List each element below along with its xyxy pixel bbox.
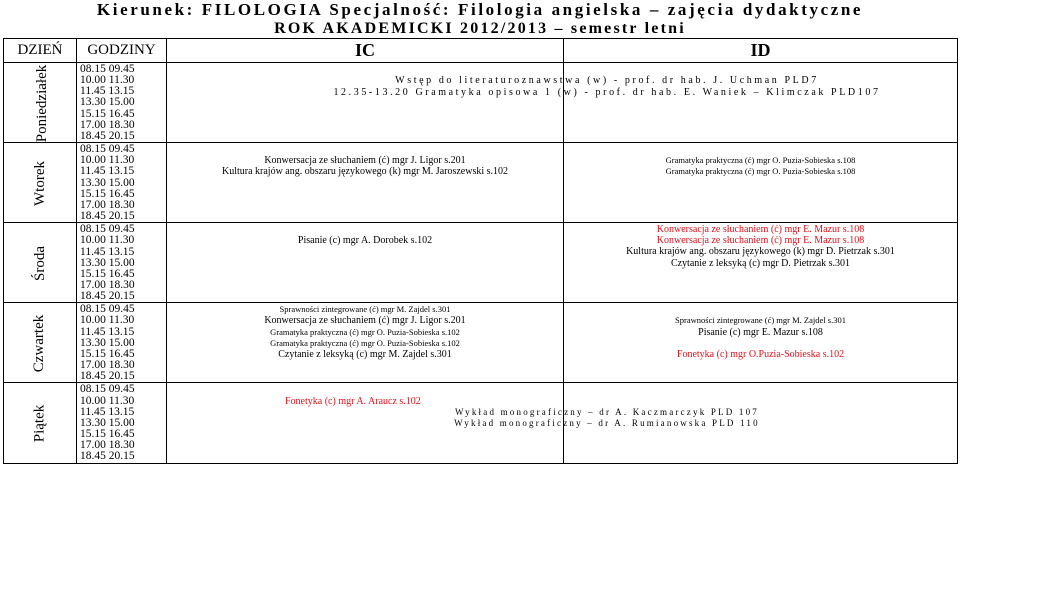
hour-label: 11.45 13.15 — [80, 245, 135, 258]
slot-line — [564, 291, 957, 302]
hour-label: 15.15 16.45 — [80, 187, 135, 200]
class-entry: Gramatyka praktyczna (ć) mgr O. Puzia-Sobieska s.102 — [270, 326, 460, 337]
slot-line — [167, 189, 563, 200]
id-slots — [564, 303, 958, 383]
hour-label: 08.15 09.45 — [80, 223, 135, 236]
wide-entry: Wykład monograficzny – dr A. Rumianowska PLD 110 — [454, 418, 760, 429]
hour-label: 11.45 13.15 — [80, 325, 135, 338]
class-entry: Konwersacja ze słuchaniem (ć) mgr E. Mazur s.108 — [656, 235, 865, 247]
hour-label: 08.15 09.45 — [80, 63, 135, 75]
slot-line — [167, 360, 563, 371]
hour-label: 13.30 15.00 — [80, 96, 135, 109]
col-id: ID — [564, 39, 958, 63]
id-slots — [564, 143, 958, 223]
hour-label: 13.30 15.00 — [80, 176, 135, 189]
class-entry: Gramatyka praktyczna (ć) mgr O. Puzia-Sobieska s.108 — [665, 166, 856, 177]
hour-label: 08.15 09.45 — [80, 143, 135, 156]
ic-slots — [167, 143, 564, 223]
ic-slots — [167, 383, 760, 463]
hours-list — [77, 143, 167, 223]
slot-line — [564, 144, 957, 155]
slot-line — [564, 338, 957, 349]
class-entry: Konwersacja ze słuchaniem (ć) mgr J. Ligor s.201 — [264, 315, 466, 327]
id-slots — [564, 223, 958, 303]
hour-label: 11.45 13.15 — [80, 405, 135, 418]
day-row-wednesday — [4, 223, 958, 303]
slot-line — [167, 371, 563, 382]
slot-line — [167, 280, 563, 291]
hour-label: 17.00 18.30 — [80, 198, 135, 211]
day-label — [4, 223, 77, 303]
hour-label: 10.00 11.30 — [80, 234, 135, 247]
ic-slots — [167, 223, 564, 303]
wide-entry: 12.35-13.20 Gramatyka opisowa 1 (w) - prof. dr hab. E. Waniek – Klimczak PLD107 — [333, 87, 881, 98]
hour-label: 17.00 18.30 — [80, 278, 135, 291]
day-label — [4, 383, 77, 463]
slot-line — [564, 304, 957, 315]
class-entry: Czytanie z leksyką (c) mgr M. Zajdel s.301 — [278, 348, 452, 360]
col-ic: IC — [167, 39, 564, 63]
col-day: DZIEŃ — [4, 39, 77, 63]
slot-line — [564, 189, 957, 200]
ic-slots — [167, 303, 564, 383]
slot-line — [564, 200, 957, 211]
wide-entry: Wstęp do literaturoznawstwa (w) - prof. dr hab. J. Uchman PLD7 — [395, 75, 819, 86]
hour-label: 10.00 11.30 — [80, 314, 135, 327]
hour-label: 13.30 15.00 — [80, 416, 135, 429]
day-row-friday — [4, 383, 958, 463]
class-entry: Gramatyka praktyczna (ć) mgr O. Puzia-Sobieska s.102 — [270, 337, 460, 348]
header-subtitle: ROK AKADEMICKI 2012/2013 – semestr letni — [274, 20, 686, 37]
slot-line — [167, 291, 563, 302]
header-row — [4, 39, 958, 63]
class-entry: Sprawności zintegrowane (ć) mgr M. Zajdel s.301 — [675, 315, 846, 326]
ic-slots — [167, 63, 881, 143]
day-label — [4, 303, 77, 383]
day-label — [4, 143, 77, 223]
hour-label: 18.45 20.15 — [80, 290, 135, 303]
hour-label: 15.15 16.45 — [80, 267, 135, 280]
hour-label: 08.15 09.45 — [80, 303, 135, 316]
slot-line — [167, 258, 563, 269]
slot-line — [564, 280, 957, 291]
class-entry: Kultura krajów ang. obszaru językowego (k) mgr D. Pietrzak s.301 — [626, 246, 895, 258]
hours-list — [77, 303, 167, 383]
slot-line — [564, 360, 957, 371]
day-row-tuesday — [4, 143, 958, 223]
day-label — [4, 63, 77, 143]
hour-label: 17.00 18.30 — [80, 439, 135, 452]
hour-label: 10.00 11.30 — [80, 74, 135, 87]
hour-label: 15.15 16.45 — [80, 428, 135, 440]
class-entry: Pisanie (c) mgr A. Dorobek s.102 — [297, 235, 433, 247]
slot-line — [564, 178, 957, 189]
class-entry: Fonetyka (c) mgr A. Araucz s.102 — [285, 395, 421, 407]
class-entry: Sprawności zintegrowane (ć) mgr M. Zajdel s.301 — [279, 304, 451, 315]
schedule-table — [3, 38, 958, 464]
class-entry: Kultura krajów ang. obszaru językowego (k) mgr M. Jaroszewski s.102 — [221, 166, 509, 178]
hour-label: 17.00 18.30 — [80, 118, 135, 131]
slot-line — [564, 269, 957, 280]
class-entry: Czytanie z leksyką (c) mgr D. Pietrzak s.301 — [670, 257, 851, 269]
hour-label: 18.45 20.15 — [80, 450, 135, 463]
hour-label: 13.30 15.00 — [80, 336, 135, 349]
class-entry: Pisanie (c) mgr E. Mazur s.108 — [698, 326, 823, 338]
day-name: Czwartek — [31, 314, 48, 373]
slot-line — [564, 211, 957, 222]
col-hours: GODZINY — [77, 39, 167, 63]
class-entry: Gramatyka praktyczna (ć) mgr O. Puzia-Sobieska s.108 — [665, 155, 856, 166]
hours-list — [77, 223, 167, 303]
hour-label: 18.45 20.15 — [80, 210, 135, 223]
hour-label: 11.45 13.15 — [80, 85, 135, 98]
hour-label: 10.00 11.30 — [80, 154, 135, 167]
class-entry: Fonetyka (c) mgr O.Puzia-Sobieska s.102 — [676, 348, 845, 360]
class-entry: Konwersacja ze słuchaniem (ć) mgr E. Mazur s.108 — [656, 224, 865, 236]
hour-label: 08.15 09.45 — [80, 383, 135, 396]
slot-line — [167, 246, 563, 257]
hour-label: 10.00 11.30 — [80, 394, 135, 407]
wide-entry: Wykład monograficzny – dr A. Kaczmarczyk PLD 107 — [455, 407, 759, 418]
hour-label: 15.15 16.45 — [80, 347, 135, 360]
slot-line — [167, 211, 563, 222]
hours-list — [77, 383, 167, 463]
day-name: Środa — [31, 245, 48, 281]
slot-line — [167, 200, 563, 211]
hours-list — [77, 63, 167, 143]
slot-line — [167, 224, 563, 235]
hour-label: 17.00 18.30 — [80, 359, 135, 372]
hour-label: 18.45 20.15 — [80, 129, 135, 142]
class-entry: Konwersacja ze słuchaniem (ć) mgr J. Ligor s.201 — [264, 155, 466, 167]
day-row-monday — [4, 63, 958, 143]
day-row-thursday — [4, 303, 958, 383]
day-name: Wtorek — [31, 160, 48, 206]
header-title: Kierunek: FILOLOGIA Specjalność: Filologia angielska – zajęcia dydaktyczne — [96, 0, 864, 19]
slot-line — [167, 144, 563, 155]
hour-label: 15.15 16.45 — [80, 107, 135, 120]
day-name: Piątek — [31, 404, 48, 443]
hour-label: 11.45 13.15 — [80, 165, 135, 178]
hour-label: 18.45 20.15 — [80, 370, 135, 383]
day-name: Poniedziałek — [34, 64, 51, 142]
hour-label: 13.30 15.00 — [80, 256, 135, 269]
slot-line — [564, 371, 957, 382]
slot-line — [167, 384, 563, 395]
slot-line — [167, 178, 563, 189]
slot-line — [167, 269, 563, 280]
